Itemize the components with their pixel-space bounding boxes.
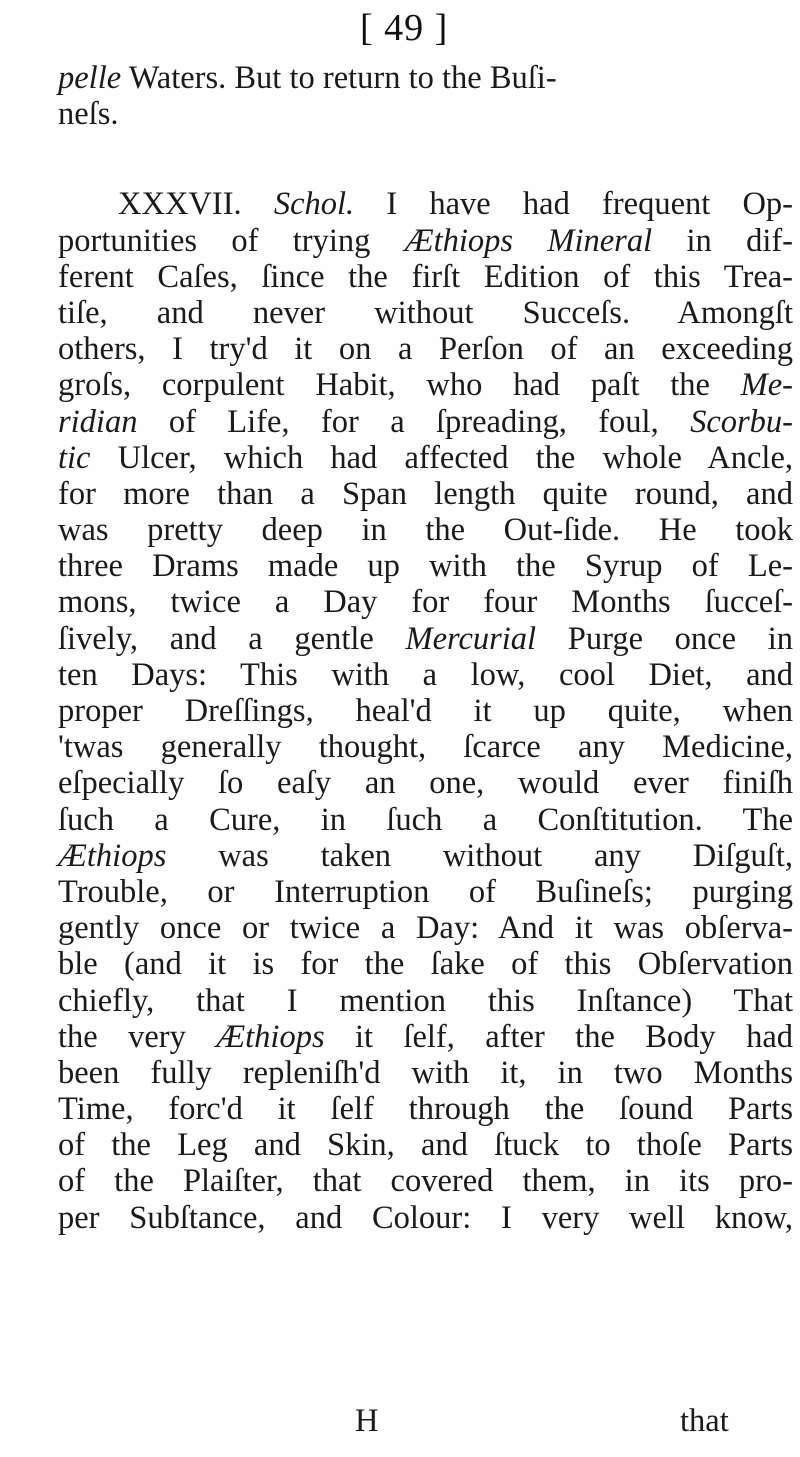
text-line: others, I try'd it on a Perſon of an exceeding: [58, 331, 793, 368]
page-footer: [0, 1403, 800, 1439]
text-line: ten Days: This with a low, cool Diet, and: [58, 656, 793, 693]
text-line: Æthiops was taken without any Diſguſt,: [58, 837, 793, 874]
text-line: ble (and it is for the ſake of this Obſervation: [58, 946, 793, 983]
text-line: ferent Caſes, ſince the firſt Edition of this Trea-: [58, 258, 793, 295]
text-line: Trouble, or Interruption of Buſineſs; purging: [58, 873, 793, 910]
body-text: [58, 60, 793, 1236]
text-line: chiefly, that I mention this Inſtance) That: [58, 982, 793, 1019]
text-line: three Drams made up with the Syrup of Le-: [58, 548, 793, 585]
text-line: ſively, and a gentle Mercurial Purge once in: [58, 620, 793, 657]
paragraph-gap: [58, 132, 793, 186]
text-line: ſuch a Cure, in ſuch a Conſtitution. The: [58, 801, 793, 838]
text-line: 'twas generally thought, ſcarce any Medicine,: [58, 729, 793, 766]
text-line: Time, forc'd it ſelf through the ſound Parts: [58, 1091, 793, 1128]
text-line: proper Dreſſings, heal'd it up quite, when: [58, 693, 793, 729]
text-line: portunities of trying Æthiops Mineral in dif-: [58, 222, 793, 259]
text-line: pelle Waters. But to return to the Buſi-: [58, 60, 557, 96]
text-line: per Subſtance, and Colour: I very well know,: [58, 1199, 793, 1236]
text-line: of the Plaiſter, that covered them, in its pro-: [58, 1163, 793, 1200]
text-line: groſs, corpulent Habit, who had paſt the Me-: [58, 367, 793, 404]
text-line: eſpecially ſo eaſy an one, would ever finiſh: [58, 765, 793, 802]
text-line: tic Ulcer, which had affected the whole Ancle,: [58, 439, 793, 476]
text-line: was pretty deep in the Out-ſide. He took: [58, 512, 793, 549]
text-line: for more than a Span length quite round, and: [58, 475, 793, 512]
text-line: XXXVII. Schol. I have had frequent Op-: [118, 186, 794, 223]
text-line: tiſe, and never without Succeſs. Amongſt: [58, 294, 793, 331]
text-line: been fully repleniſh'd with it, in two Months: [58, 1054, 793, 1091]
signature-mark: H: [355, 1403, 379, 1439]
text-line: neſs.: [58, 96, 119, 133]
text-line: the very Æthiops it ſelf, after the Body had: [58, 1018, 793, 1055]
catchword: that: [680, 1403, 729, 1439]
text-line: of the Leg and Skin, and ſtuck to thoſe Parts: [58, 1127, 793, 1164]
text-line: mons, twice a Day for four Months ſucceſ-: [58, 584, 793, 621]
text-line: ridian of Life, for a ſpreading, foul, Scorbu-: [58, 403, 793, 440]
text-line: gently once or twice a Day: And it was obſerva-: [58, 910, 793, 947]
page-number: [ 49 ]: [360, 7, 449, 49]
